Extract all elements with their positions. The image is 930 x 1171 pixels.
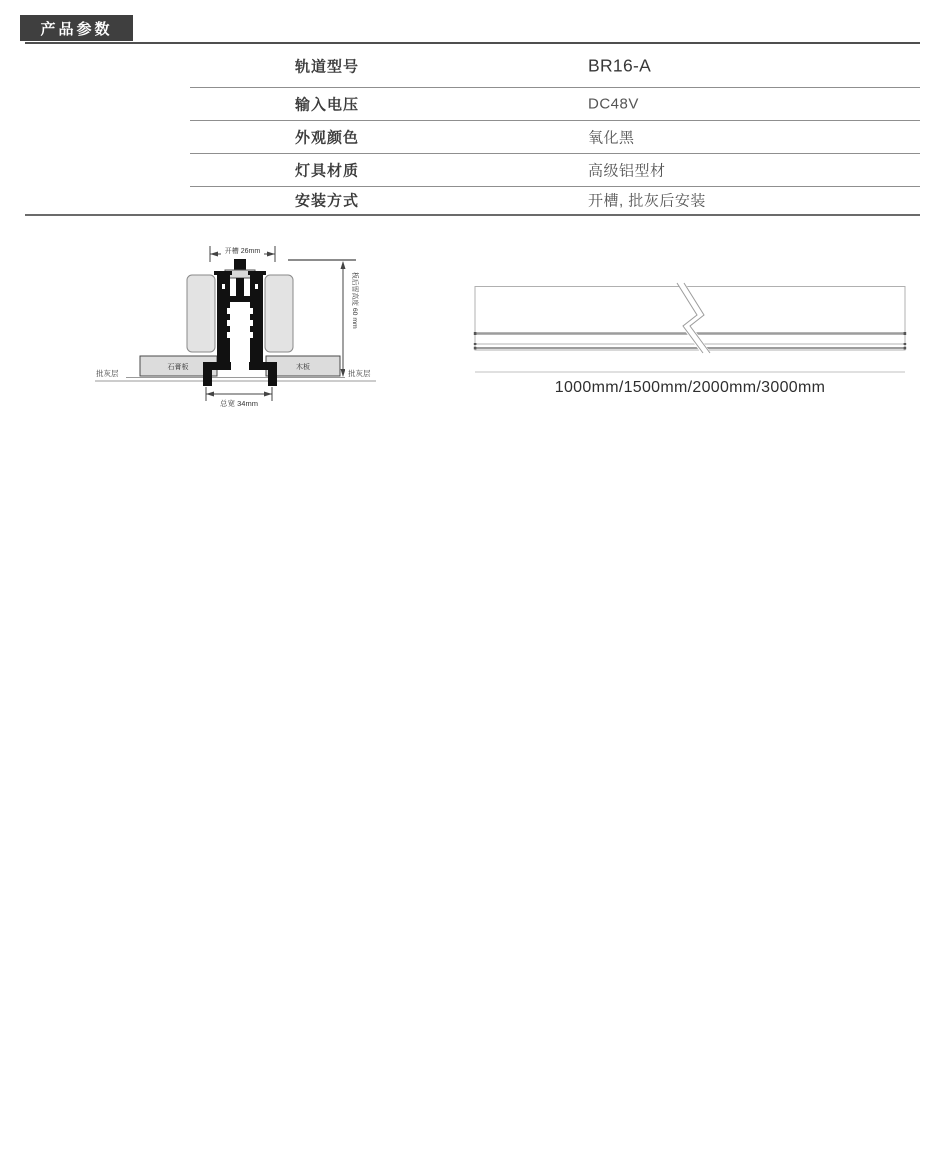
side-block-right bbox=[265, 275, 293, 352]
slot-dim-label: 开槽 26mm bbox=[224, 248, 261, 255]
cross-section-diagram bbox=[85, 235, 380, 415]
arrow-up bbox=[341, 261, 346, 269]
length-options-label: 1000mm/1500mm/2000mm/3000mm bbox=[554, 379, 826, 396]
arrow-right bbox=[267, 252, 275, 257]
arrow-left bbox=[206, 392, 214, 397]
total-width-dim-label: 总宽 34mm bbox=[220, 399, 258, 408]
spec-table bbox=[25, 42, 920, 216]
table-row bbox=[25, 87, 920, 120]
arrow-down bbox=[341, 369, 346, 377]
rear-height-dim-label: 板后留高度 60 mm bbox=[351, 272, 358, 329]
spec-value: 氧化黑 bbox=[588, 129, 635, 146]
track-length-diagram bbox=[460, 270, 920, 380]
spec-value: 高级铝型材 bbox=[588, 162, 666, 179]
plaster-left-label: 批灰层 bbox=[96, 369, 119, 378]
table-row bbox=[25, 120, 920, 153]
table-row bbox=[25, 186, 920, 214]
table-row bbox=[25, 44, 920, 87]
spec-value: 开槽, 批灰后安装 bbox=[588, 192, 706, 210]
plaster-right-label: 批灰层 bbox=[348, 369, 371, 378]
spec-label: 灯具材质 bbox=[295, 162, 360, 179]
spec-value: BR16-A bbox=[588, 55, 652, 75]
wood-board-label: 木板 bbox=[296, 364, 310, 371]
spec-label: 安装方式 bbox=[295, 192, 360, 210]
spec-value: DC48V bbox=[588, 95, 639, 112]
spec-label: 轨道型号 bbox=[295, 58, 360, 75]
section-title-badge: 产品参数 bbox=[20, 15, 133, 41]
arrow-left bbox=[210, 252, 218, 257]
table-row bbox=[25, 153, 920, 186]
side-block-left bbox=[187, 275, 215, 352]
arrow-right bbox=[264, 392, 272, 397]
spec-label: 输入电压 bbox=[295, 96, 360, 113]
spec-label: 外观颜色 bbox=[295, 129, 360, 146]
gypsum-board-label: 石膏板 bbox=[167, 364, 189, 371]
